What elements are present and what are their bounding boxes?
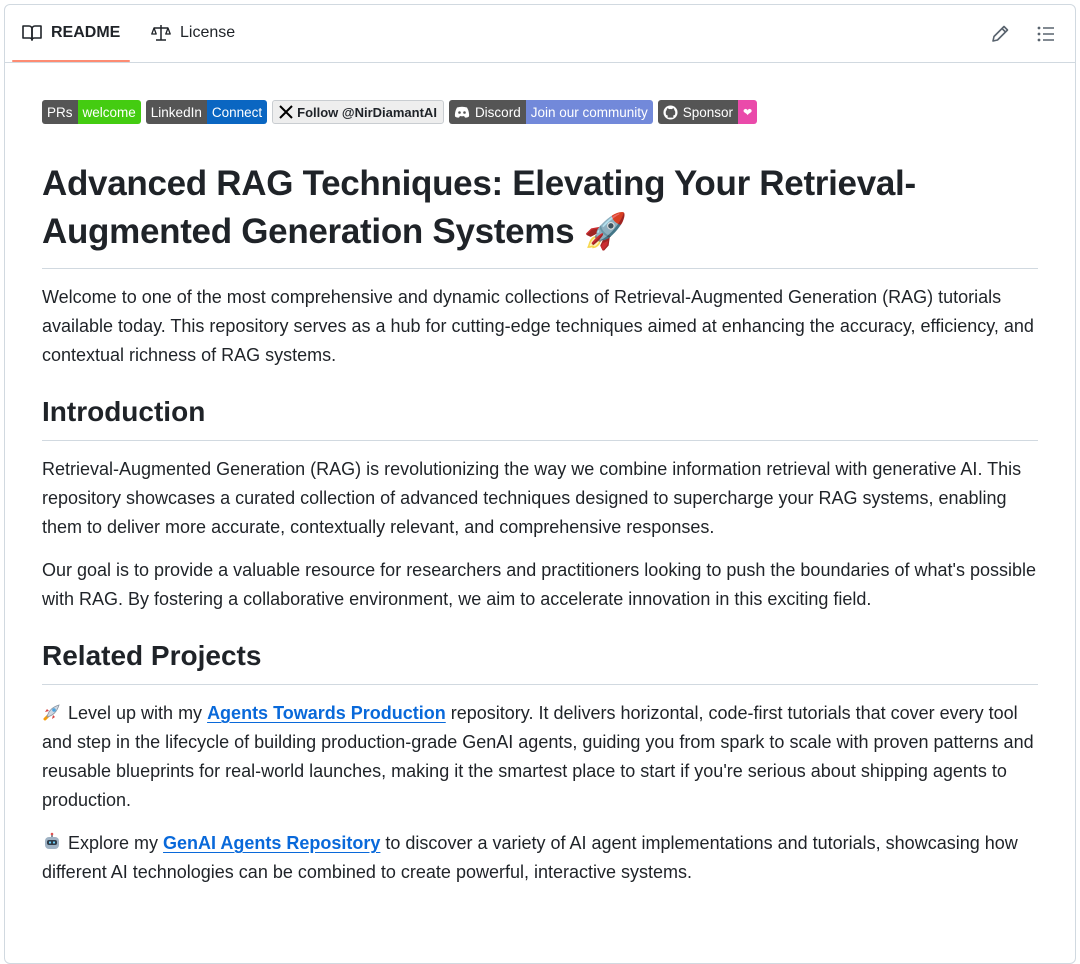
page-title: Advanced RAG Techniques: Elevating Your Retrieval-Augmented Generation Systems 🚀 bbox=[42, 160, 1038, 269]
pencil-icon bbox=[989, 23, 1011, 45]
scale-icon bbox=[151, 24, 171, 42]
discord-icon bbox=[454, 106, 470, 118]
badge-label-wrap bbox=[449, 100, 526, 124]
agents-towards-production-link[interactable]: Agents Towards Production bbox=[207, 703, 446, 723]
related-item-agents-production bbox=[42, 699, 1038, 815]
badge-label: LinkedIn bbox=[146, 100, 207, 124]
introduction-paragraph-2: Our goal is to provide a valuable resource for researchers and practitioners looking to push the boundaries of what's possible with RAG. By fostering a collaborative environment, we aim to accelerate innovation in this exciting field. bbox=[42, 560, 1036, 609]
badge-sponsor[interactable] bbox=[658, 100, 758, 124]
github-icon bbox=[663, 105, 678, 120]
robot-icon bbox=[42, 832, 62, 852]
tab-license-label: License bbox=[180, 24, 236, 41]
badge-label-wrap bbox=[658, 100, 738, 124]
badge-twitter-follow[interactable] bbox=[272, 100, 444, 124]
tab-readme-label: README bbox=[51, 24, 121, 41]
badge-content bbox=[273, 101, 443, 123]
badge-label: Follow @NirDiamantAI bbox=[297, 104, 437, 120]
badge-value: Join our community bbox=[526, 100, 653, 124]
badge-value: ❤ bbox=[738, 100, 757, 124]
list-icon bbox=[1035, 23, 1057, 45]
badge-label: Sponsor bbox=[682, 104, 734, 120]
tab-bar bbox=[5, 5, 1075, 63]
rocket-icon bbox=[42, 702, 62, 722]
edit-file-button[interactable] bbox=[989, 23, 1011, 45]
related-item-genai-agents bbox=[42, 829, 1038, 887]
introduction-paragraph-1: Retrieval-Augmented Generation (RAG) is revolutionizing the way we combine information retrieval with generative AI. This repository showcases a curated collection of advanced techniques designed to supercharge your RAG systems, enabling them to deliver more accurate, contextually relevant, and comprehensive responses. bbox=[42, 459, 1022, 537]
badge-row bbox=[42, 100, 1038, 124]
badge-discord[interactable] bbox=[449, 100, 653, 124]
text: Explore my bbox=[68, 833, 164, 853]
badge-value: Connect bbox=[207, 100, 267, 124]
tab-license[interactable] bbox=[151, 5, 235, 61]
intro-paragraph: Welcome to one of the most comprehensive and dynamic collections of Retrieval-Augmented Generation (RAG) tutorials available today. This repository serves as a hub for cutting-edge techniques aimed at enhancing the accuracy, efficiency, and contextual richness of RAG systems. bbox=[42, 287, 1034, 365]
badge-value: welcome bbox=[78, 100, 141, 124]
badge-label: Discord bbox=[474, 104, 521, 120]
badge-linkedin[interactable] bbox=[146, 100, 267, 124]
introduction-heading: Introduction bbox=[42, 392, 1038, 441]
related-projects-heading: Related Projects bbox=[42, 636, 1038, 685]
text: to discover a variety of AI agent implementations and tutorials, showcasing how different AI technologies can be combined to create powerful, interactive systems. bbox=[42, 833, 1018, 882]
x-logo-icon bbox=[279, 105, 293, 119]
badge-label: PRs bbox=[42, 100, 78, 124]
text: repository. It delivers horizontal, code-first tutorials that cover every tool and step in the lifecycle of building production-grade GenAI agents, guiding you from spark to scale with proven patterns and reusable blueprints for real-world launches, making it the smartest place to start if you're serious about shipping agents to production. bbox=[42, 703, 1034, 810]
text: Level up with my bbox=[68, 703, 208, 723]
readme-content bbox=[42, 100, 1038, 887]
outline-button[interactable] bbox=[1035, 23, 1057, 45]
readme-panel bbox=[4, 4, 1076, 964]
tab-readme[interactable] bbox=[22, 5, 120, 61]
book-icon bbox=[22, 24, 42, 42]
genai-agents-repository-link[interactable]: GenAI Agents Repository bbox=[163, 833, 381, 853]
badge-prs-welcome[interactable] bbox=[42, 100, 141, 124]
